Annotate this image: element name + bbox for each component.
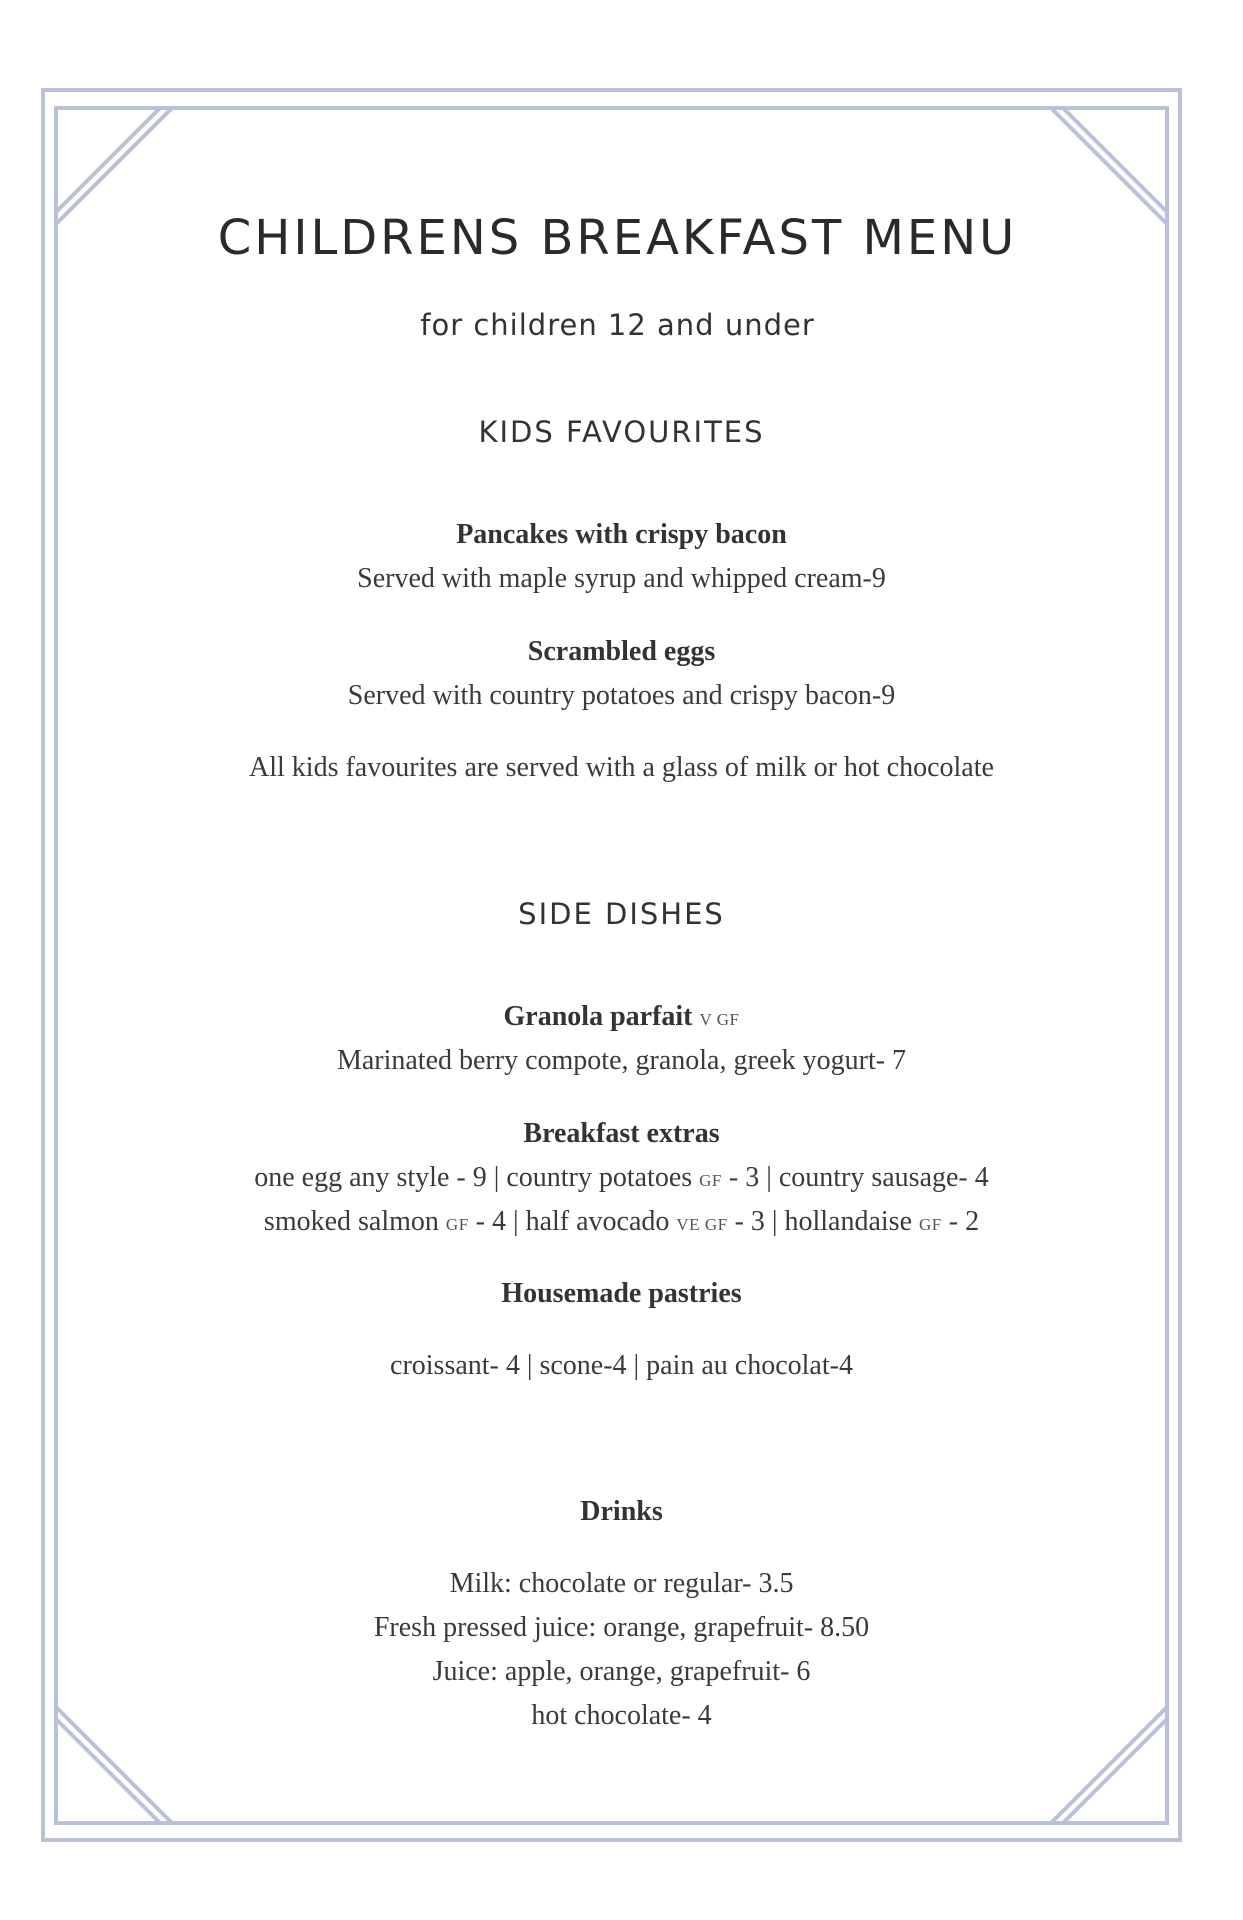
section-heading-kids-favourites: KIDS FAVOURITES bbox=[478, 415, 765, 449]
item-name-scrambled-eggs: Scrambled eggs bbox=[527, 636, 716, 667]
item-name-granola-parfait bbox=[0, 1001, 1243, 1033]
drink-line-hot-chocolate: hot chocolate- 4 bbox=[531, 1700, 712, 1731]
menu-subtitle: for children 12 and under bbox=[420, 308, 815, 342]
section-heading-side-dishes: SIDE DISHES bbox=[518, 897, 725, 931]
section-heading-drinks: Drinks bbox=[580, 1496, 663, 1527]
granola-parfait-dietary-tags: V GF bbox=[699, 1010, 740, 1029]
item-name-breakfast-extras: Breakfast extras bbox=[523, 1118, 720, 1149]
extras-line-2-part-b: - 4 | half avocado bbox=[475, 1206, 670, 1237]
item-description-scrambled-eggs: Served with country potatoes and crispy bacon-9 bbox=[347, 680, 896, 711]
extras-line-2-tag-b: VE GF bbox=[676, 1215, 728, 1234]
extras-line-2-tag-c: GF bbox=[919, 1215, 942, 1234]
menu-title: CHILDRENS BREAKFAST MENU bbox=[217, 210, 1018, 266]
extras-line-1-part-b: - 3 | country sausage- 4 bbox=[728, 1162, 989, 1193]
housemade-pastries-line: croissant- 4 | scone-4 | pain au chocolat-4 bbox=[390, 1350, 853, 1381]
extras-line-1-part-a: one egg any style - 9 | country potatoes bbox=[254, 1162, 693, 1193]
extras-line-2-part-c: - 3 | hollandaise bbox=[734, 1206, 913, 1237]
item-name-pancakes: Pancakes with crispy bacon bbox=[456, 519, 787, 550]
extras-line-1-tag: GF bbox=[699, 1171, 722, 1190]
drink-line-fresh-juice: Fresh pressed juice: orange, grapefruit- 8.50 bbox=[373, 1612, 870, 1643]
item-description-pancakes: Served with maple syrup and whipped cream-9 bbox=[357, 563, 886, 594]
breakfast-extras-line-2 bbox=[0, 1206, 1243, 1238]
extras-line-2-tag-a: GF bbox=[445, 1215, 469, 1234]
breakfast-extras-line-1 bbox=[0, 1162, 1243, 1194]
extras-line-2-part-a: smoked salmon bbox=[263, 1206, 439, 1237]
extras-line-2-part-d: - 2 bbox=[948, 1206, 980, 1237]
granola-parfait-label: Granola parfait bbox=[503, 1001, 693, 1032]
drink-line-juice: Juice: apple, orange, grapefruit- 6 bbox=[432, 1656, 811, 1687]
item-description-granola-parfait: Marinated berry compote, granola, greek yogurt- 7 bbox=[336, 1045, 907, 1076]
item-name-housemade-pastries: Housemade pastries bbox=[501, 1278, 742, 1309]
kids-favourites-note: All kids favourites are served with a glass of milk or hot chocolate bbox=[249, 752, 994, 783]
drink-line-milk: Milk: chocolate or regular- 3.5 bbox=[449, 1568, 794, 1599]
